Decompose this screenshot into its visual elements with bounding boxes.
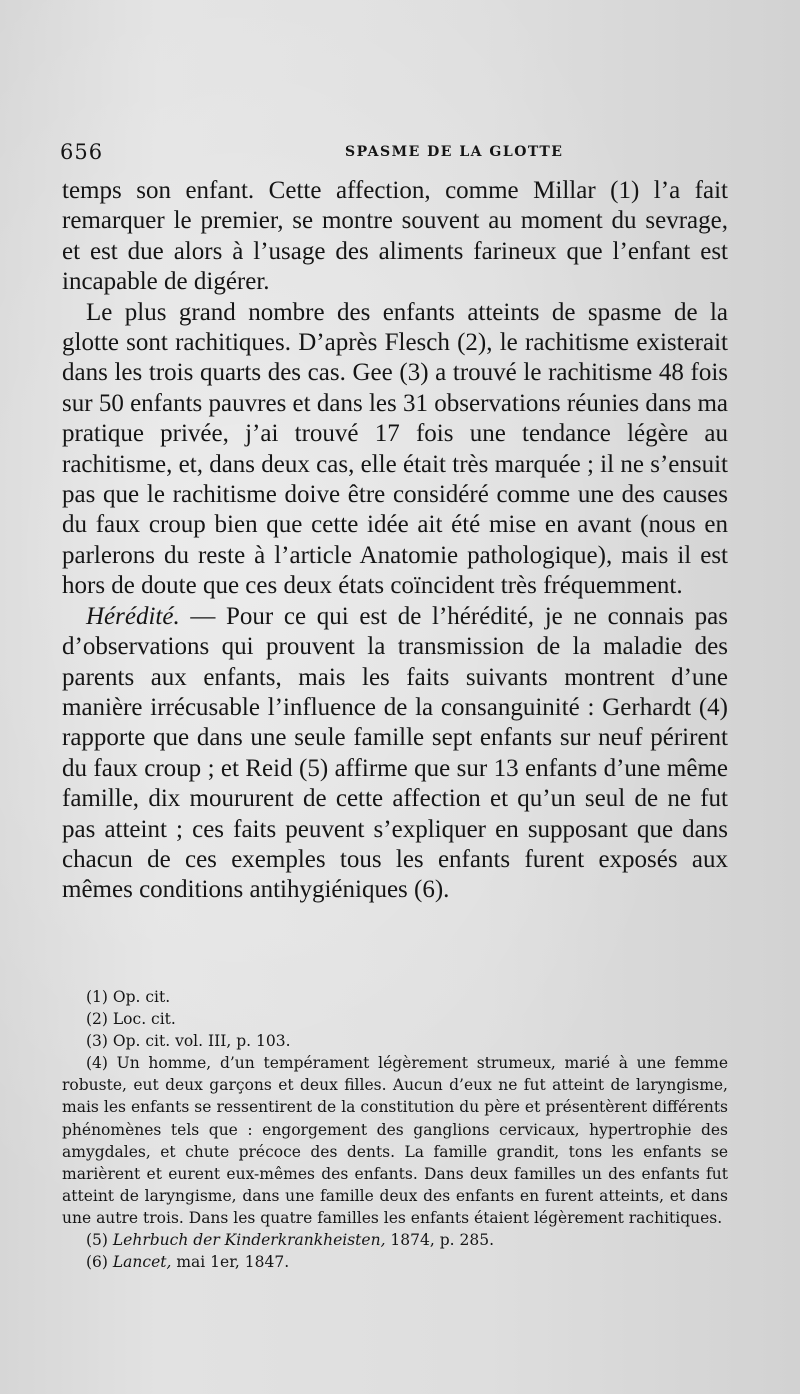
paragraph-3-text: — Pour ce qui est de l’hérédité, je ne connais pas d’observations qui prouvent la transmission de la maladie des parents aux enfants, mais les faits suivants montrent d’une manière irrécusable l’influence de la consanguinité : Gerhardt (4) rapporte que dans une seule famille sept enfants sur neuf périrent du faux croup ; et Reid (5) affirme que sur 13 enfants d’une même famille, dix moururent de cette affection et qu’un seul de ne fut pas atteint ; ces faits peuvent s’expliquer en supposant que dans chacun de ces exemples tous les enfants furent exposés aux mêmes conditions antihygiéniques (6).: [62, 602, 728, 904]
paragraph-2: Le plus grand nombre des enfants atteints de spasme de la glotte sont rachitiques. D’après Flesch (2), le rachitisme existerait dans les trois quarts des cas. Gee (3) a trouvé le rachitisme 48 fois sur 50 enfants pauvres et dans les 31 observations réunies dans ma pratique privée, j’ai trouvé 17 fois une tendance légère au rachitisme, et, dans deux cas, elle était très marquée ; il ne s’ensuit pas que le rachitisme doive être considéré comme une des causes du faux croup bien que cette idée ait été mise en avant (nous en parlerons du reste à l’article Anatomie pathologique), mais il est hors de doute que ces deux états coïncident très fréquemment.: [62, 298, 728, 600]
footnote-5-number: (5): [86, 1231, 113, 1250]
footnotes: [62, 986, 728, 1273]
paragraph-3: [62, 602, 728, 906]
footnote-5: [62, 1229, 728, 1251]
footnote-3: (3) Op. cit. vol. III, p. 103.: [86, 1032, 291, 1051]
footnote-5-title: Lehrbuch der Kinderkrankheisten,: [112, 1231, 386, 1250]
paragraph-1: temps son enfant. Cette affection, comme Millar (1) l’a fait remarquer le premier, se montre souvent au moment du sevrage, et est due alors à l’usage des aliments farineux que l’enfant est incapable de digérer.: [62, 177, 728, 296]
page-header: [60, 140, 740, 168]
footnote-6-title: Lancet,: [112, 1253, 172, 1272]
footnote-4: (4) Un homme, d’un tempérament légèrement strumeux, marié à une femme robuste, eut deux garçons et deux filles. Aucun d’eux ne fut atteint de laryngisme, mais les enfants se ressentirent de la constitution du père et présentèrent différents phénomènes tels que : engorgement des ganglions cervicaux, hypertrophie des amygdales, et chute précoce des dents. La famille grandit, tons les enfants se marièrent et eurent eux-mêmes des enfants. Dans deux familles un des enfants fut atteint de laryngisme, dans une famille deux des enfants en furent atteints, et dans une autre trois. Dans les quatre familles les enfants étaient légèrement rachitiques.: [62, 1054, 728, 1227]
running-title: SPASME DE LA GLOTTE: [345, 144, 564, 160]
footnote-6: [62, 1251, 728, 1273]
footnote-5-rest: 1874, p. 285.: [385, 1231, 495, 1250]
heredite-heading: Hérédité.: [86, 602, 180, 630]
footnote-6-number: (6): [86, 1253, 113, 1272]
footnote-6-rest: mai 1er, 1847.: [171, 1253, 290, 1272]
footnote-1: (1) Op. cit.: [86, 988, 171, 1006]
footnote-2: (2) Loc. cit.: [86, 1010, 176, 1029]
body-text: [62, 176, 728, 906]
page-number: 656: [60, 140, 104, 164]
